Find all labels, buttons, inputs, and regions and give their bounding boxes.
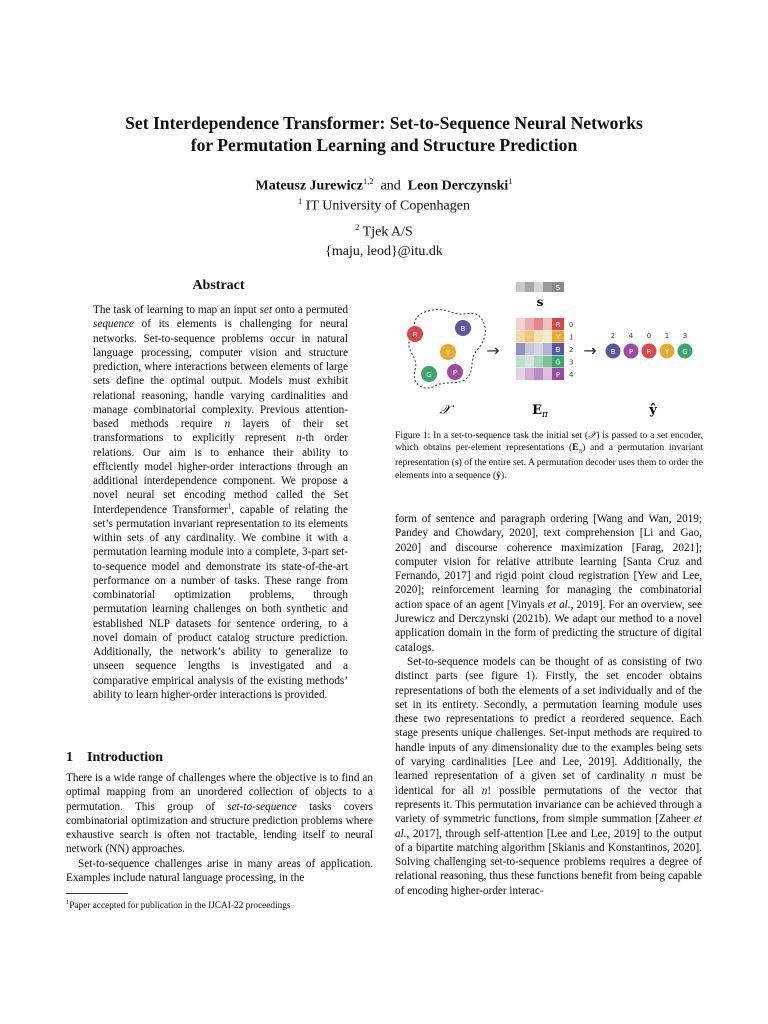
affiliation-2	[60, 217, 708, 243]
e-matrix-cell	[534, 368, 543, 380]
footnote-number: 1	[66, 899, 70, 906]
body-text: form of sentence and paragraph ordering [Wang and Wan, 2019; Pandey and Chowdary, 2020], text comprehension [Li and Gao, 2020] and discourse coherence maximization [Farag, 2021]; computer vision for relative attribute learning [Santa Cruz and Fernando, 2017] and rigid point cloud registration [Yew and Lee, 2020]; reinforcement learning for managing the combinatorial action space of an agent [Vinyals	[395, 513, 702, 611]
element-representations-matrix	[516, 318, 574, 380]
output-element-label: Y	[664, 348, 670, 356]
e-matrix-cell	[516, 368, 525, 380]
citation-etal: et al.	[395, 813, 702, 840]
affiliation-2-name: Tjek A/S	[362, 224, 413, 240]
element-representations-label	[532, 403, 549, 420]
author-2: Leon Derczynski	[407, 178, 509, 194]
output-element-index: 4	[628, 332, 634, 340]
arrow-encoder: →	[486, 341, 500, 360]
body-text: must be identical for all	[395, 770, 702, 797]
s-vector-cell	[525, 282, 534, 292]
set-label: 𝒳	[439, 403, 451, 418]
title-line-1: Set Interdependence Transformer: Set-to-Sequence Neural Networks	[125, 113, 643, 133]
footnote-rule	[66, 893, 128, 894]
caption-part: ) is passed to a set encoder, which obtains per-element representations (	[395, 430, 703, 454]
body-text: Set-to-sequence models can be thought of as consisting of two distinct parts (see figure 1). Firstly, the set encoder obtains representations of both the elements of a set individually and of the set in its entirety. Secondly, a permutation learning module uses these two representations to predict a reordered sequence. Each stage presents unique challenges. Set-input methods are required to handle inputs of any dimensionality due to the examples being sets of varying cardinalities [Lee and Lee, 2019]. Additionally, the learned representation of a given set of cardinality	[395, 655, 702, 783]
e-matrix-element-label: Y	[555, 333, 561, 342]
title-line-2: for Permutation Learning and Structure Prediction	[190, 135, 578, 155]
output-element-index: 3	[682, 332, 688, 340]
e-matrix-cell	[534, 356, 543, 368]
e-matrix-cell	[543, 343, 552, 355]
e-matrix-index: 3	[569, 358, 574, 367]
body-text: ! possible permutations of the vector that represents it. This permutation invariance can be achieved through a variety of symmetric functions, from simple summation [Zaheer	[395, 784, 702, 826]
e-matrix-cell	[543, 368, 552, 380]
author-1-affiliation: 1,2	[362, 176, 374, 186]
footnote-text: Paper accepted for publication in the IJCAI-22 proceedings	[69, 901, 291, 912]
e-matrix-cell	[525, 343, 534, 355]
e-matrix-cell	[525, 368, 534, 380]
set-element-label: Y	[445, 349, 451, 357]
e-matrix-index: 1	[569, 333, 574, 342]
abstract-text: The task of learning to map an input	[93, 304, 260, 316]
element-representations-subscript: π	[542, 410, 548, 420]
caption-part: ).	[501, 469, 507, 481]
right-column-body	[395, 512, 702, 898]
output-element-index: 0	[646, 332, 652, 340]
element-representations-symbol: E	[532, 403, 542, 418]
s-vector-cell	[534, 282, 543, 292]
set-element-label: B	[460, 325, 466, 333]
affiliation-1-mark: 1	[298, 196, 303, 206]
e-matrix-element-label: R	[555, 321, 561, 329]
citation-etal: et al.	[547, 598, 571, 611]
affiliation-2-mark: 2	[355, 221, 360, 232]
intro-paragraph-2: Set-to-sequence challenges arise in many areas of application. Examples include natural language processing, in the	[66, 857, 373, 885]
right-paragraph-2	[395, 655, 702, 898]
output-sequence-label: ŷ	[649, 403, 657, 418]
figure-1	[393, 276, 703, 426]
output-element-label: B	[610, 348, 616, 356]
output-element-index: 1	[664, 332, 670, 340]
affiliation-1-name: IT University of Copenhagen	[305, 198, 470, 214]
author-conjunction: and	[380, 178, 401, 194]
abstract-body	[93, 303, 348, 702]
caption-text	[395, 430, 703, 482]
e-matrix-cell	[525, 318, 534, 330]
e-matrix-cell	[543, 331, 552, 343]
right-paragraph-1	[395, 512, 702, 655]
caption-math-e-subscript: π	[578, 447, 583, 456]
s-vector-cell	[516, 282, 525, 292]
e-matrix-cell	[516, 331, 525, 343]
abstract-text: of its elements is challenging for neural networks. Set-to-sequence problems occur in natural language processing, computer vision and structure prediction, where interactions between elements of large sets define the optimal output. Models must exhibit relational reasoning, handle varying cardinalities and manage combinatorial complexity. Previous attention-based methods require	[93, 318, 348, 430]
set-element-label: G	[426, 371, 432, 379]
abstract-text: layers of their set transformations to explicitly represent	[93, 418, 348, 445]
e-matrix-element-label: G	[555, 358, 561, 367]
intro-text: There is a wide range of challenges where the objective is to find an optimal mapping from an unordered collection of objects to a permutation. This group of	[66, 772, 373, 813]
section-heading-introduction	[66, 750, 163, 766]
e-matrix-cell	[516, 343, 525, 355]
caption-part: ) and a permutation invariant representation (	[395, 442, 704, 469]
set-elements	[407, 320, 471, 382]
author-emails: {maju, leod}@itu.dk	[325, 244, 443, 260]
set-element-label: P	[452, 369, 458, 377]
abstract-paragraph	[93, 303, 348, 702]
abstract-text: onto a permuted	[272, 304, 348, 316]
output-element-label: R	[646, 348, 652, 356]
affiliation-1	[60, 191, 708, 217]
e-matrix-index: 4	[569, 371, 574, 379]
output-element-label: G	[682, 348, 688, 356]
s-vector-cell	[543, 282, 552, 292]
set-representation-label: s	[536, 295, 544, 309]
footnote-mark[interactable]: 1	[227, 501, 232, 510]
paper-title	[60, 112, 708, 156]
e-matrix-index: 0	[569, 321, 574, 329]
math-n: n	[481, 784, 488, 797]
intro-emphasis: set-to-sequence	[227, 800, 297, 813]
set-element-label: R	[412, 331, 418, 339]
abstract-emphasis-set: set	[259, 304, 273, 316]
intro-paragraph-1	[66, 771, 373, 857]
abstract-heading: Abstract	[192, 278, 245, 293]
caption-math-x: 𝒳	[588, 430, 597, 441]
body-text: , 2019]. For an overview, see Jurewicz and Derczynski (2021b). We adapt our method to a novel application domain in the form of predicting the structure of digital catalogs.	[395, 598, 702, 654]
e-matrix-cell	[543, 356, 552, 368]
e-matrix-element-label: B	[555, 346, 561, 354]
math-n: n	[651, 770, 657, 783]
intro-text: tasks covers combinatorial optimization and structure prediction problems where exhaustive search is often not tractable, lending itself to neural network (NN) approaches.	[66, 800, 373, 856]
e-matrix-cell	[534, 331, 543, 343]
section-title: Introduction	[87, 750, 163, 765]
section-number: 1	[66, 750, 73, 765]
set-representation-vector	[516, 282, 564, 292]
caption-part: Figure 1: In a set-to-sequence task the initial set (	[395, 430, 589, 441]
caption-math-e: E	[572, 442, 579, 454]
caption-part: ) of the entire set. A permutation decoder uses them to order the elements into a sequence (	[395, 457, 703, 481]
e-matrix-element-label: P	[555, 371, 561, 379]
e-matrix-cell	[516, 356, 525, 368]
s-vector-cell-label: S	[555, 284, 561, 292]
e-matrix-cell	[534, 343, 543, 355]
output-element-label: P	[628, 348, 634, 356]
output-element-index: 2	[610, 332, 616, 340]
abstract-emphasis-sequence: sequence	[93, 318, 134, 331]
e-matrix-cell	[534, 318, 543, 330]
body-text: , 2017], through self-attention [Lee and Lee, 2019] to the output of a bipartite matching algorithm [Skianis and Konstantinos, 2020]. Solving challenging set-to-sequence problems requires a degree of relational reasoning, thus these functions benefit from being capable of encoding higher-order interac-	[395, 827, 702, 897]
e-matrix-cell	[516, 318, 525, 330]
e-matrix-cell	[525, 356, 534, 368]
e-matrix-index: 2	[569, 346, 574, 354]
abstract-text: -th order relations. Our aim is to enhance their ability to efficiently model higher-order interactions through an additional interdependence component. We propose a novel neural set encoding method called the Set Interdependence Transformer	[93, 432, 348, 516]
math-n: n	[224, 418, 231, 430]
abstract-text: , capable of relating the set’s permutation invariant representation to its elements within sets of any cardinality. We combine it with a permutation learning module into a complete, 3-part set-to-sequence model and demonstrate its state-of-the-art performance on a number of tasks. These range from combinatorial optimization problems, through permutation learning challenges on both synthetic and established NLP datasets for sentence ordering, to a novel domain of product catalog structure prediction. Additionally, the network’s ability to generalize to unseen sequence lengths is investigated and a comparative empirical analysis of the existing methods’ ability to learn higher-order interactions is provided.	[93, 503, 348, 701]
math-n: n	[296, 432, 302, 445]
arrow-decoder: →	[583, 341, 597, 360]
author-2-affiliation: 1	[508, 176, 513, 186]
author-1: Mateusz Jurewicz	[255, 178, 363, 194]
caption-math-y: ŷ	[496, 469, 502, 481]
output-sequence	[606, 332, 693, 359]
introduction-body	[66, 771, 373, 885]
figure-1-caption	[395, 430, 703, 482]
e-matrix-cell	[543, 318, 552, 330]
affiliations	[60, 191, 708, 262]
caption-math-s: s	[454, 457, 459, 469]
e-matrix-cell	[525, 331, 534, 343]
footnote	[66, 897, 373, 912]
